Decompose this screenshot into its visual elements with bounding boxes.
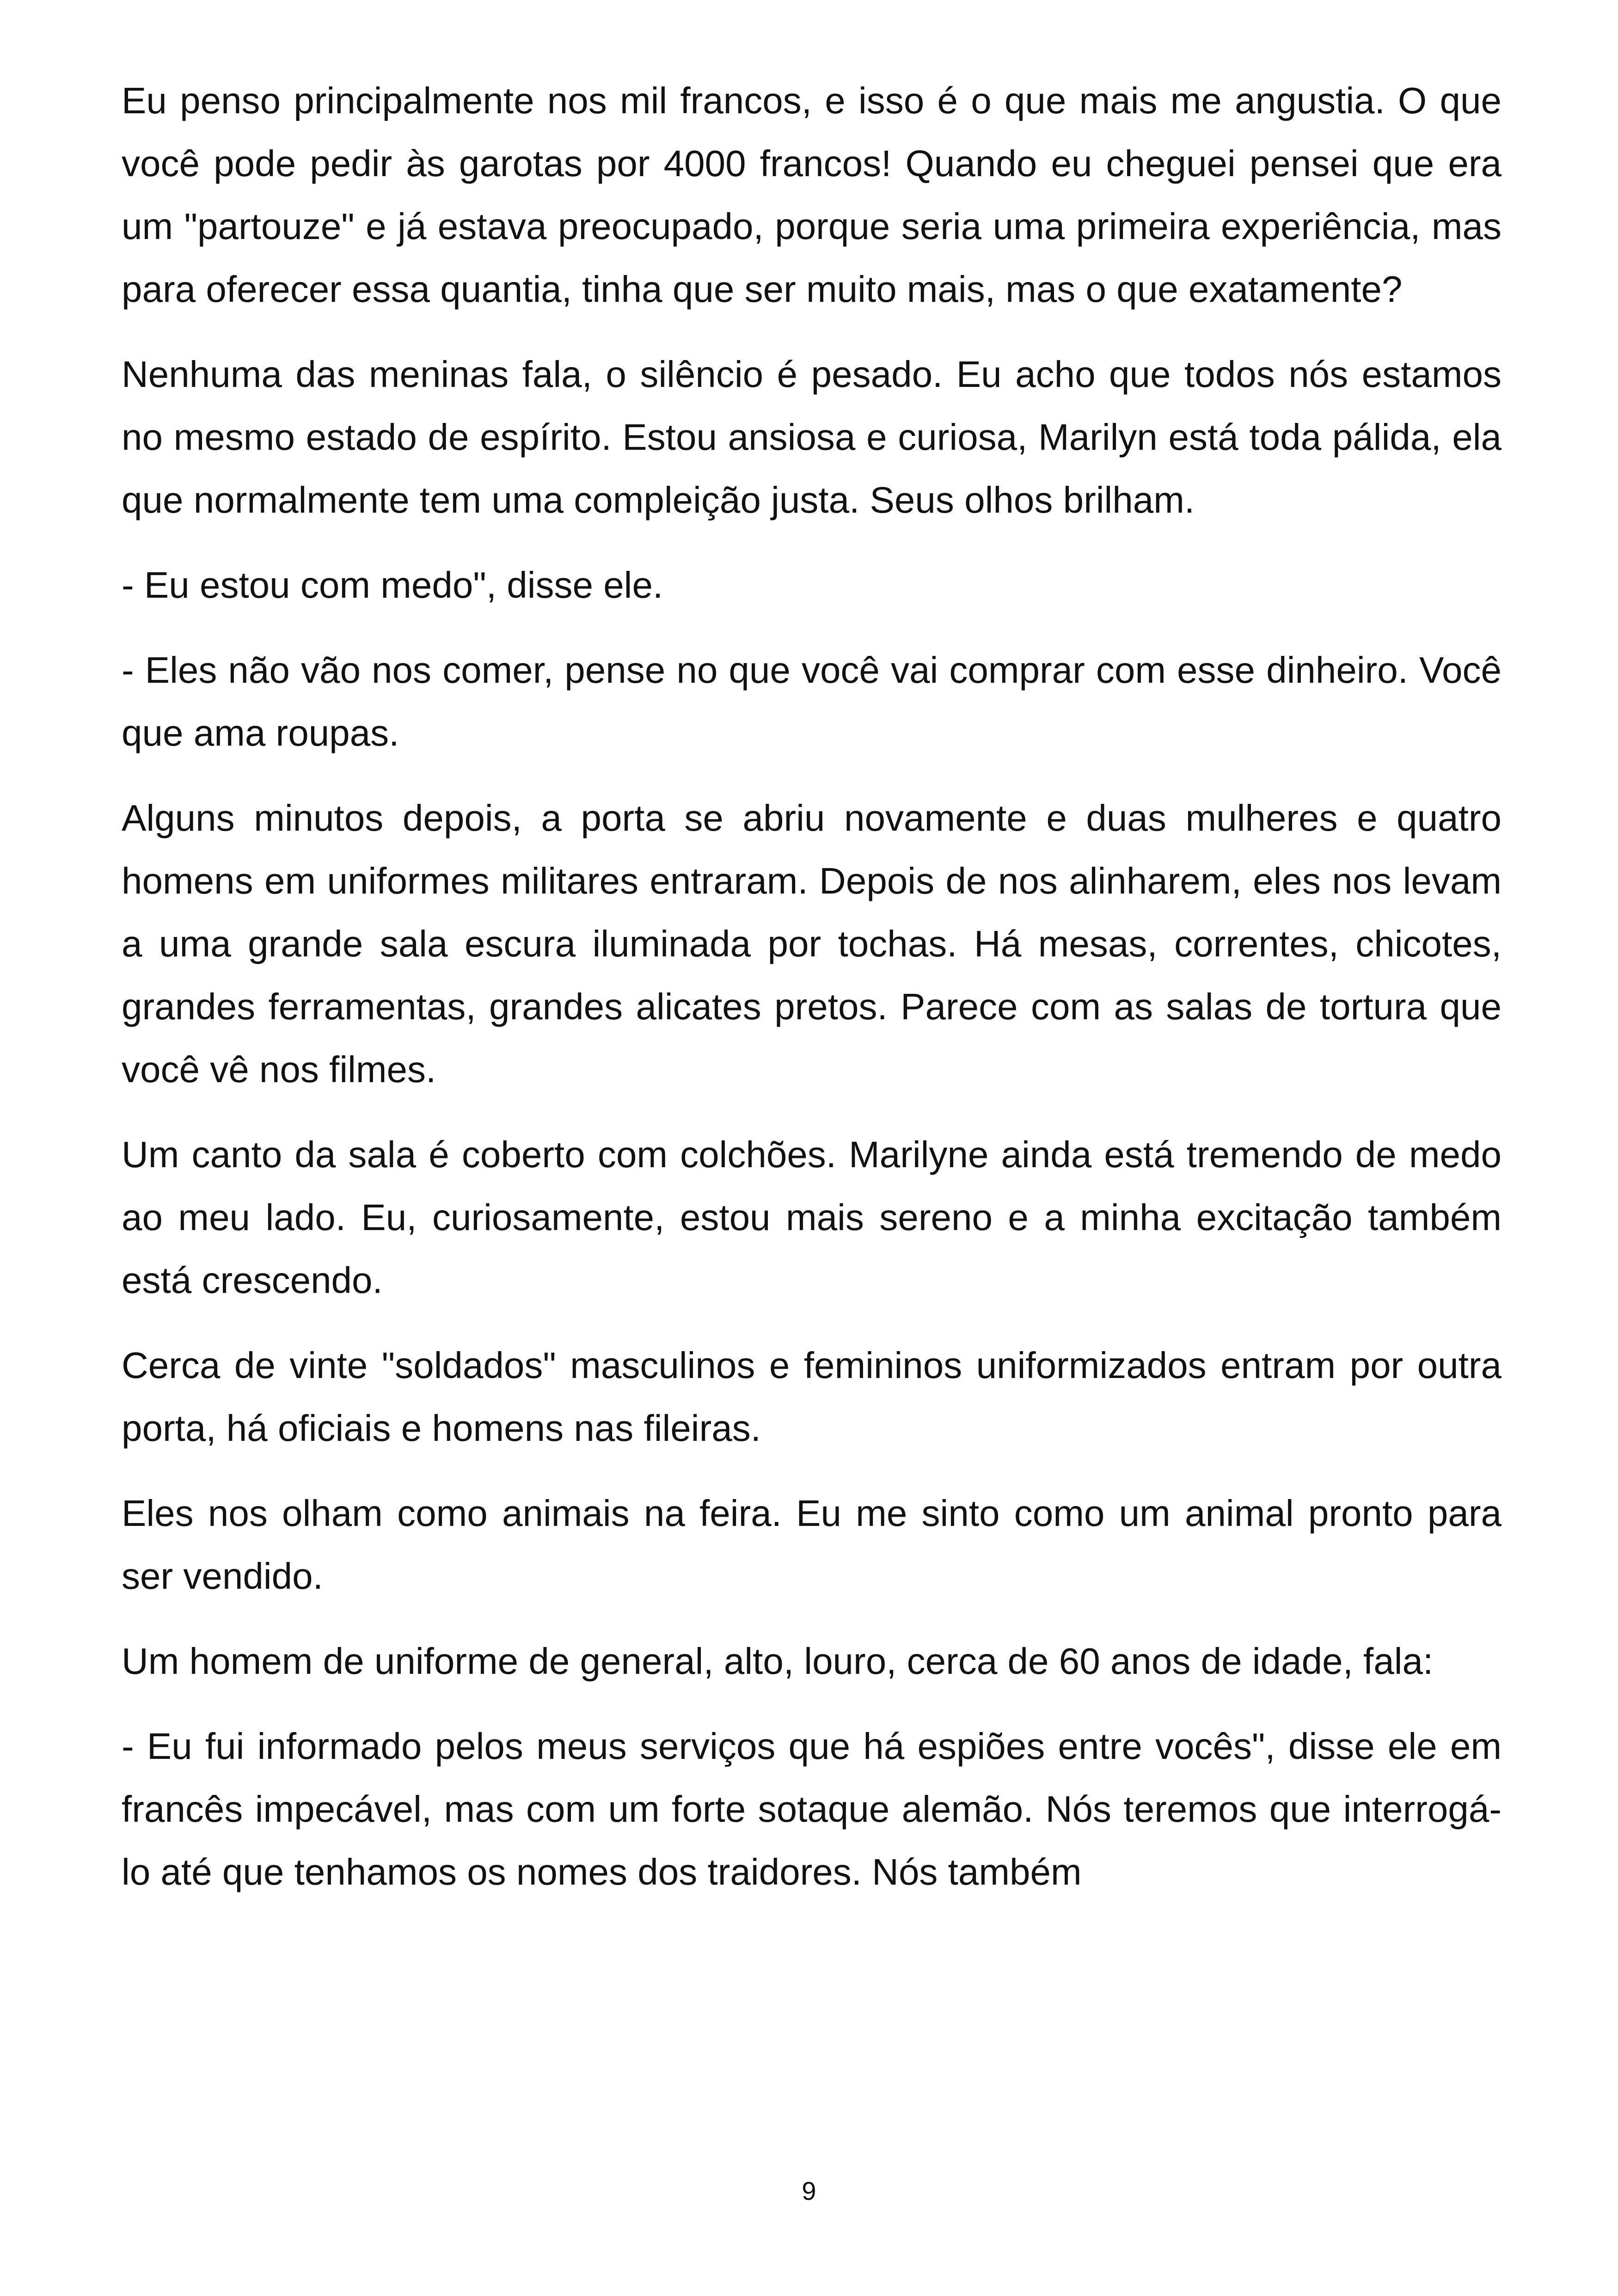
paragraph-10: - Eu fui informado pelos meus serviços que há espiões entre vocês", disse ele em francês impecável, mas com um forte sotaque alemão. Nós teremos que interrogá-lo até que tenhamos os nomes dos traidores. Nós também — [122, 1726, 1502, 1892]
paragraph-8: Eles nos olham como animais na feira. Eu me sinto como um animal pronto para ser vendido. — [122, 1493, 1502, 1597]
paragraph-6: Um canto da sala é coberto com colchões. Marilyne ainda está tremendo de medo ao meu lado. Eu, curiosamente, estou mais sereno e a minha excitação também está crescendo. — [122, 1134, 1502, 1301]
paragraph-1: Eu penso principalmente nos mil francos, e isso é o que mais me angustia. O que você pode pedir às garotas por 4000 francos! Quando eu cheguei pensei que era um "partouze" e já estava preocupado, porque seria uma primeira experiência, mas para oferecer essa quantia, tinha que ser muito mais, mas o que exatamente? — [122, 80, 1502, 310]
paragraph-5: Alguns minutos depois, a porta se abriu novamente e duas mulheres e quatro homens em uniformes militares entraram. Depois de nos alinharem, eles nos levam a uma grande sala escura iluminada por tochas. Há mesas, correntes, chicotes, grandes ferramentas, grandes alicates pretos. Parece com as salas de tortura que você vê nos filmes. — [122, 797, 1502, 1090]
paragraph-4: - Eles não vão nos comer, pense no que você vai comprar com esse dinheiro. Você que ama roupas. — [122, 649, 1502, 753]
paragraph-2: Nenhuma das meninas fala, o silêncio é pesado. Eu acho que todos nós estamos no mesmo estado de espírito. Estou ansiosa e curiosa, Marilyn está toda pálida, ela que normalmente tem uma compleição justa. Seus olhos brilham. — [122, 354, 1502, 520]
body-text — [122, 69, 1502, 1926]
page-number: 9 — [802, 2176, 816, 2205]
paragraph-3: - Eu estou com medo", disse ele. — [122, 564, 663, 606]
paragraph-9: Um homem de uniforme de general, alto, louro, cerca de 60 anos de idade, fala: — [122, 1641, 1434, 1682]
paragraph-7: Cerca de vinte "soldados" masculinos e femininos uniformizados entram por outra porta, há oficiais e homens nas fileiras. — [122, 1345, 1502, 1449]
